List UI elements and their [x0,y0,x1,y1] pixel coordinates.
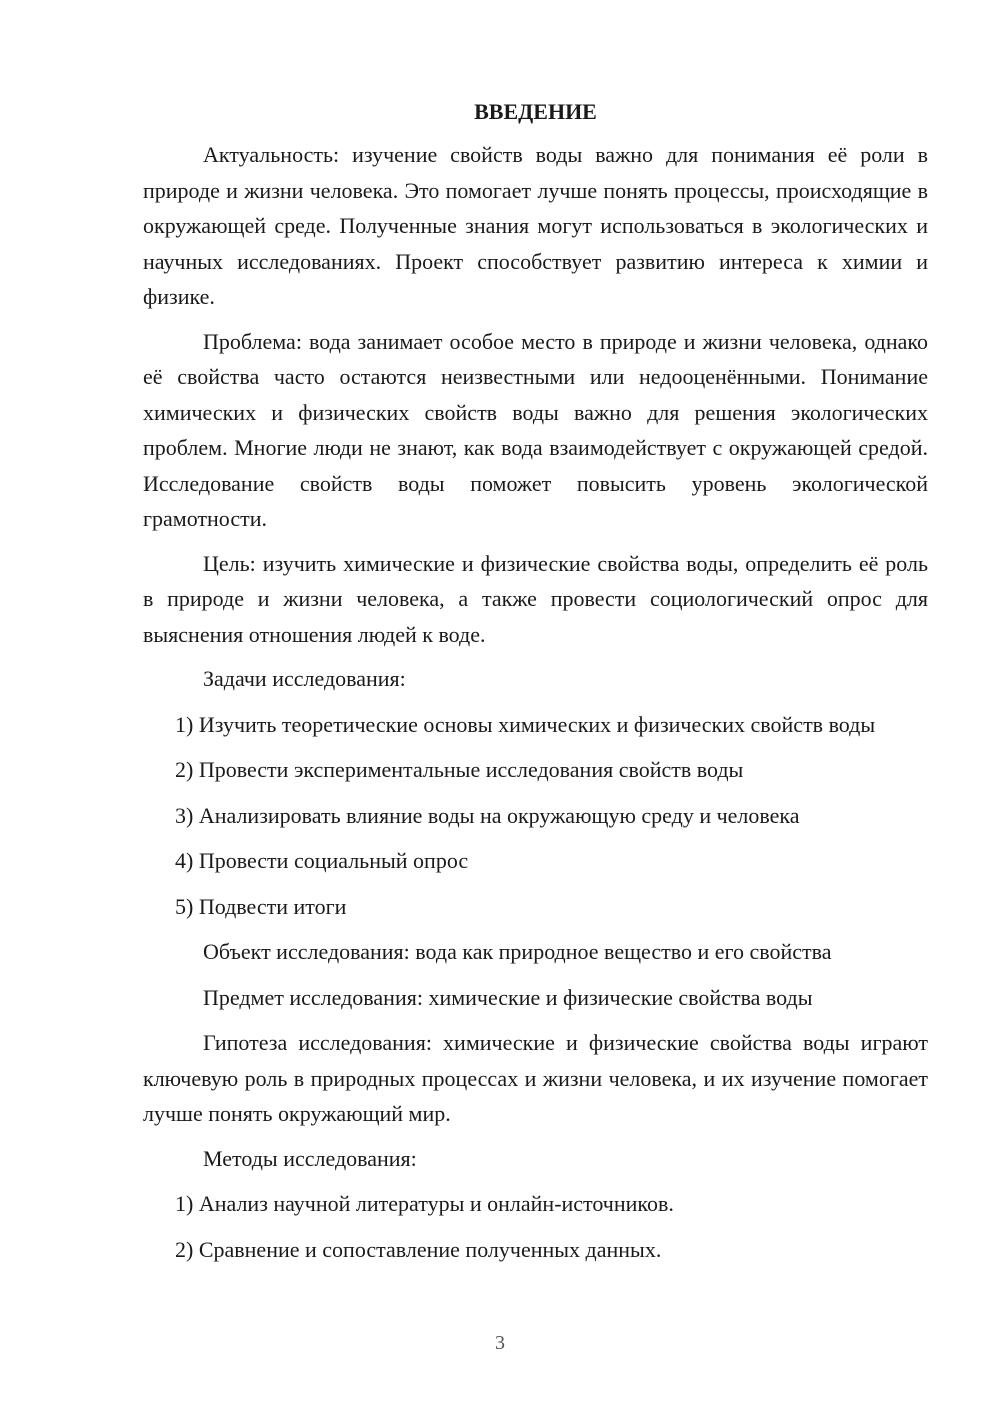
page-title: ВВЕДЕНИЕ [474,99,597,124]
method-item-1: 1) Анализ научной литературы и онлайн-источников. [175,1191,674,1216]
task-item-4: 4) Провести социальный опрос [175,848,469,873]
task-item-3: 3) Анализировать влияние воды на окружающую среду и человека [175,802,800,828]
task-item-1: 1) Изучить теоретические основы химических и физических свойств воды [175,711,876,737]
subject-paragraph: Предмет исследования: химические и физические свойства воды [203,984,813,1010]
task-item-5: 5) Подвести итоги [175,893,347,919]
method-item-2: 2) Сравнение и сопоставление полученных данных. [175,1236,662,1262]
hypothesis-paragraph: Гипотеза исследования: химические и физические свойства воды играют ключевую роль в природных процессах и жизни человека, и их изучение помогает лучше понять окружающий мир. [143,1030,928,1126]
page-content [143,94,928,1277]
tasks-heading: Задачи исследования: [203,666,406,691]
relevance-paragraph: Актуальность: изучение свойств воды важно для понимания её роли в природе и жизни человека. Это помогает лучше понять процессы, происходящие в окружающей среде. Полученные знания могут использоваться в экологических и научных исследованиях. Проект способствует развитию интереса к химии и физике. [143,142,928,309]
goal-paragraph: Цель: изучить химические и физические свойства воды, определить её роль в природе и жизни человека, а также провести социологический опрос для выяснения отношения людей к воде. [143,550,928,647]
methods-heading: Методы исследования: [203,1145,417,1171]
page-number: 3 [495,1332,505,1354]
task-item-2: 2) Провести экспериментальные исследования свойств воды [175,757,744,782]
object-paragraph: Объект исследования: вода как природное вещество и его свойства [203,939,832,964]
problem-paragraph: Проблема: вода занимает особое место в природе и жизни человека, однако её свойства часто остаются неизвестными или недооценёнными. Понимание химических и физических свойств воды важно для решения экологических проблем. Многие люди не знают, как вода взаимодействует с окружающей средой. Исследование свойств воды поможет повысить уровень экологической грамотности. [143,328,928,531]
